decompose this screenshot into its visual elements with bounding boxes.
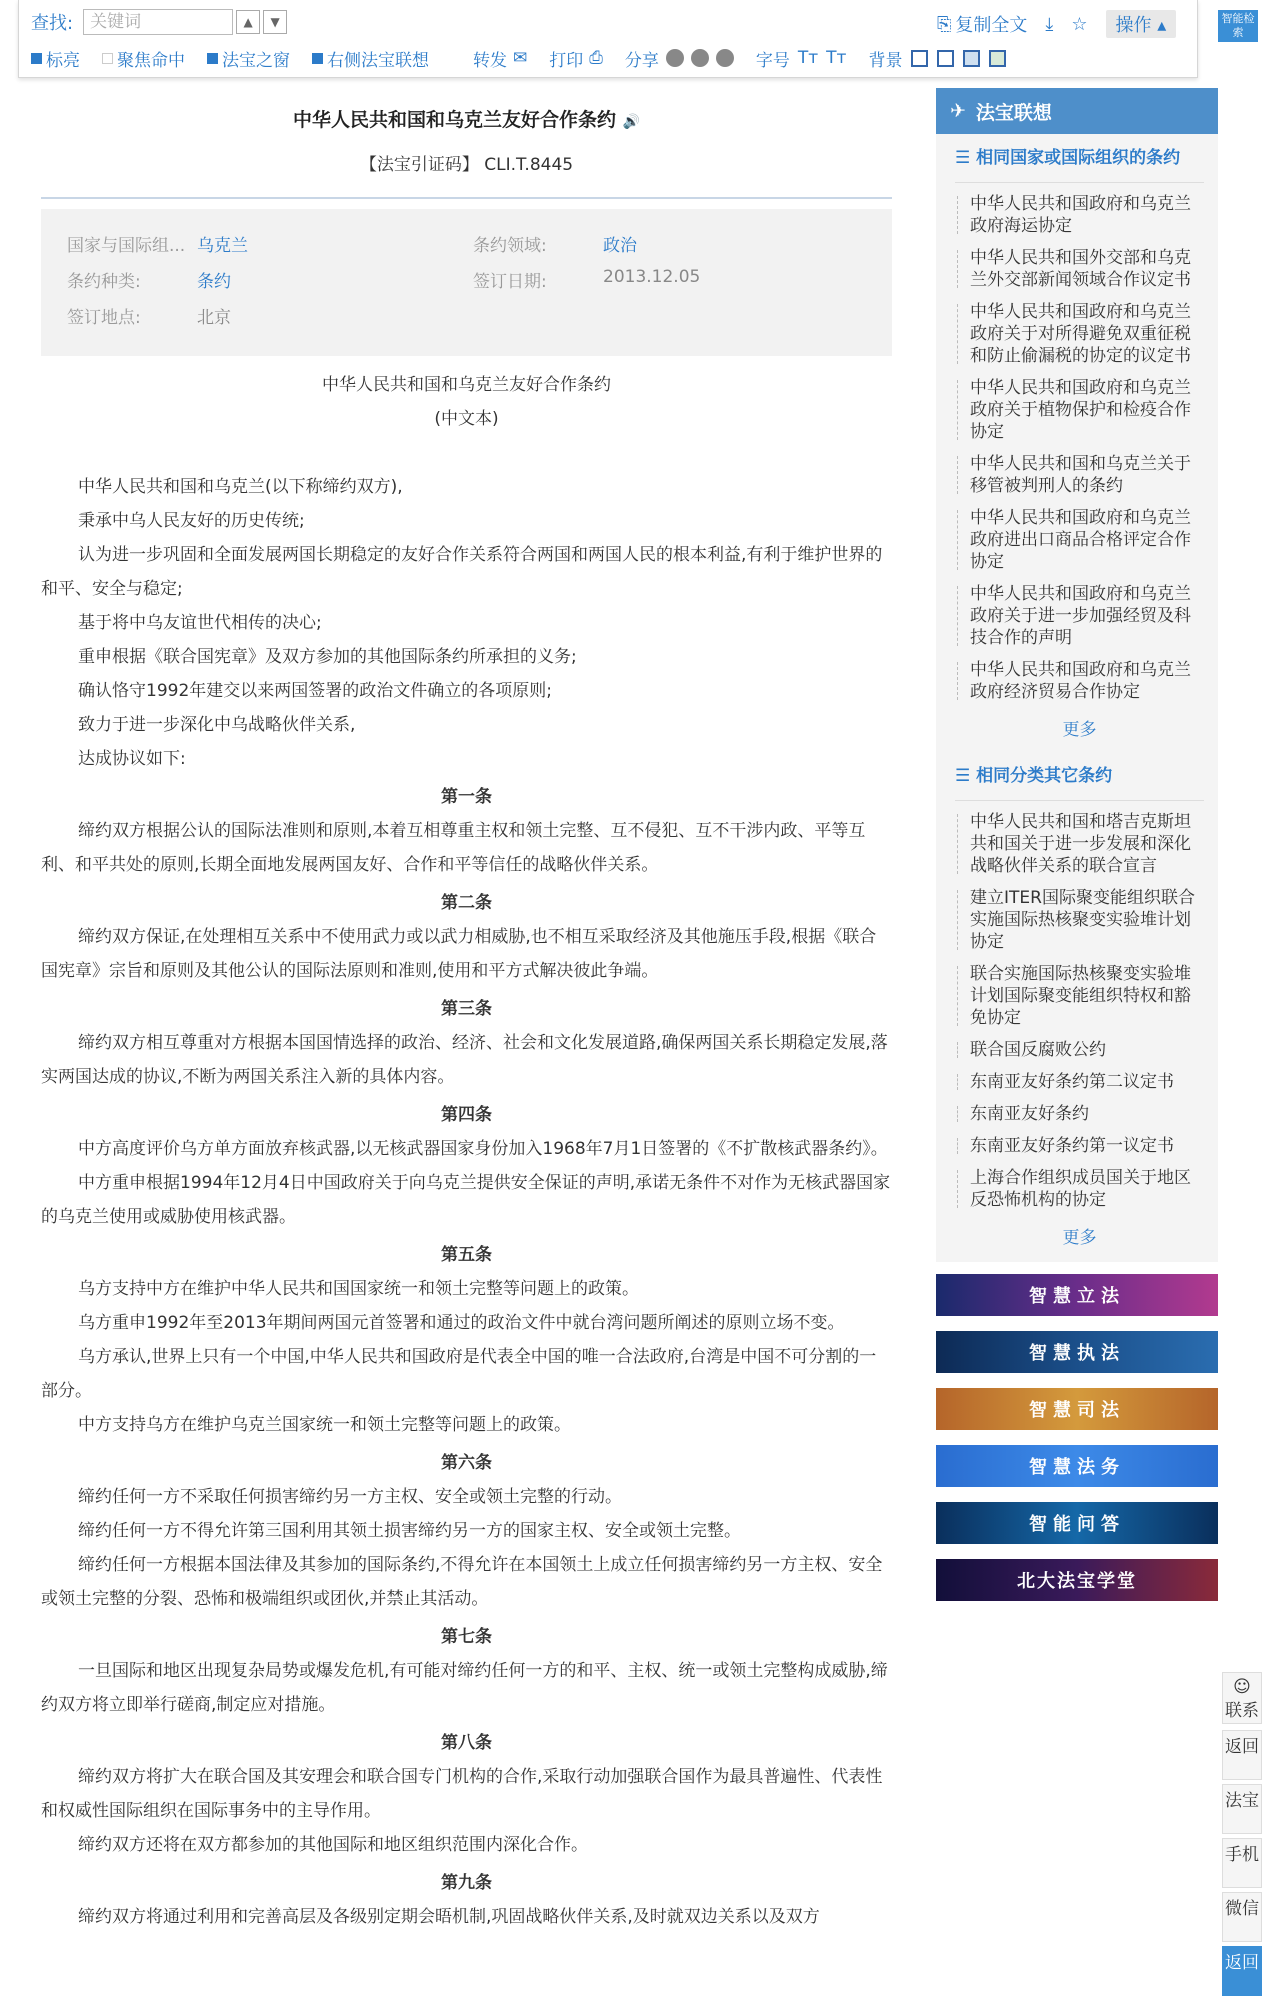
related-item[interactable]: 东南亚友好条约第二议定书 [955, 1071, 1204, 1093]
related-item[interactable]: 中华人民共和国政府和乌克兰政府经济贸易合作协定 [955, 659, 1204, 703]
checkbox-icon[interactable] [207, 53, 218, 64]
article-heading: 第八条 [441, 1733, 492, 1753]
forward-label: 转发 [473, 50, 507, 71]
printer-icon: ⎙ [589, 48, 603, 68]
toggle-label: 标亮 [46, 50, 80, 71]
meta-label: 签订地点: [67, 308, 141, 328]
background-label: 背景 [868, 50, 903, 71]
preamble-paragraph: 致力于进一步深化中乌战略伙伴关系, [78, 715, 356, 735]
meta-label: 签订日期: [473, 272, 547, 292]
related-item[interactable]: 建立ITER国际聚变能组织联合实施国际热核聚变实验堆计划协定 [955, 887, 1204, 953]
cite-value: CLI.T.8445 [484, 155, 574, 175]
preamble-paragraph: 认为进一步巩固和全面发展两国长期稳定的友好合作关系符合两国和两国人民的根本利益,有利于维护世界的和平、安全与稳定; [41, 545, 883, 599]
related-item[interactable]: 联合国反腐败公约 [955, 1039, 1204, 1061]
qq-icon[interactable] [716, 49, 734, 67]
article-paragraph: 缔约任何一方不得允许第三国利用其领土损害缔约另一方的国家主权、安全或领土完整。 [78, 1521, 741, 1541]
banner-smart-qa[interactable]: 智能问答 [936, 1502, 1218, 1544]
cite-label: 【法宝引证码】 [359, 155, 479, 175]
section-title [955, 146, 1204, 183]
wechat-icon[interactable] [666, 49, 684, 67]
checkbox-icon[interactable] [102, 53, 113, 64]
mail-icon: ✉ [513, 48, 528, 68]
chevron-down-icon[interactable]: ▼ [263, 10, 287, 34]
forward-button[interactable] [473, 46, 527, 71]
find-label: 查找: [31, 13, 74, 34]
bg-swatch-blue[interactable] [963, 50, 980, 67]
meta-value-country[interactable]: 乌克兰 [197, 236, 248, 256]
related-item[interactable]: 中华人民共和国外交部和乌克兰外交部新闻领域合作议定书 [955, 247, 1204, 291]
meta-box [41, 209, 892, 356]
document-body [41, 368, 892, 1934]
back-to-top-button[interactable]: 返回 [1222, 1946, 1262, 1996]
back-button[interactable]: 返回 [1222, 1730, 1262, 1780]
font-size-control[interactable] [756, 46, 847, 71]
meta-label: 条约种类: [67, 272, 141, 292]
article-paragraph: 缔约双方将扩大在联合国及其安理会和联合国专门机构的合作,采取行动加强联合国作为最具普遍性、代表性和权威性国际组织在国际事务中的主导作用。 [41, 1767, 883, 1821]
article-paragraph: 缔约双方还将在双方都参加的其他国际和地区组织范围内深化合作。 [78, 1835, 588, 1855]
search-row [31, 8, 287, 36]
preamble-paragraph: 基于将中乌友谊世代相传的决心; [78, 613, 322, 633]
document [41, 95, 892, 1934]
related-list [955, 811, 1204, 1211]
fabao-button[interactable]: 法宝 [1222, 1784, 1262, 1834]
meta-label: 条约领域: [473, 236, 547, 256]
bookmark-icon: ✈ [950, 100, 966, 122]
related-list [955, 193, 1204, 703]
article-heading: 第九条 [441, 1873, 492, 1893]
copy-all-button[interactable]: 复制全文 [955, 15, 1028, 36]
list-icon: ☰ [955, 766, 977, 786]
preamble-paragraph: 达成协议如下: [78, 749, 186, 769]
toggle-label: 聚焦命中 [117, 50, 185, 71]
article-heading: 第三条 [441, 999, 492, 1019]
related-item[interactable]: 中华人民共和国政府和乌克兰政府海运协定 [955, 193, 1204, 237]
banner-smart-judiciary[interactable]: 智慧司法 [936, 1388, 1218, 1430]
article-paragraph: 中方支持乌方在维护乌克兰国家统一和领土完整等问题上的政策。 [78, 1415, 571, 1435]
side-header-label: 法宝联想 [975, 101, 1052, 124]
related-item[interactable]: 中华人民共和国政府和乌克兰政府进出口商品合格评定合作协定 [955, 507, 1204, 573]
article-heading: 第二条 [441, 893, 492, 913]
related-item[interactable]: 中华人民共和国政府和乌克兰政府关于对所得避免双重征税和防止偷漏税的协定的议定书 [955, 301, 1204, 367]
article-heading: 第六条 [441, 1453, 492, 1473]
option-row [31, 44, 1028, 72]
speaker-icon[interactable]: 🔊 [622, 114, 641, 130]
meta-value-place: 北京 [197, 308, 231, 328]
headset-icon: ☺ [1233, 1677, 1251, 1697]
print-label: 打印 [549, 50, 584, 71]
toggle-window[interactable] [207, 46, 290, 71]
article-paragraph: 中方高度评价乌方单方面放弃核武器,以无核武器国家身份加入1968年7月1日签署的《不扩散核武器条约》。 [78, 1139, 888, 1159]
section-title [955, 764, 1204, 801]
font-decrease-icon[interactable]: Tт [826, 48, 847, 68]
article-heading: 第七条 [441, 1627, 492, 1647]
toggle-highlight[interactable] [31, 46, 80, 71]
related-item[interactable]: 联合实施国际热核聚变实验堆计划国际聚变能组织特权和豁免协定 [955, 963, 1204, 1029]
font-size-label: 字号 [755, 50, 790, 71]
operate-label: 操作 [1115, 15, 1152, 36]
section-label[interactable]: 相同分类其它条约 [976, 766, 1113, 786]
related-item[interactable]: 中华人民共和国政府和乌克兰政府关于进一步加强经贸及科技合作的声明 [955, 583, 1204, 649]
article-heading: 第一条 [441, 787, 492, 807]
bg-swatch-gray[interactable] [937, 50, 954, 67]
preamble-paragraph: 中华人民共和国和乌克兰(以下称缔约双方), [78, 477, 403, 497]
related-box [936, 134, 1218, 1262]
toggle-label: 右侧法宝联想 [327, 50, 429, 71]
toolbar [18, 0, 1198, 78]
meta-value-field[interactable]: 政治 [603, 236, 637, 256]
article-paragraph: 乌方支持中方在维护中华人民共和国国家统一和领土完整等问题上的政策。 [78, 1279, 639, 1299]
download-icon[interactable]: ⤓ [1045, 13, 1054, 35]
copy-icon: ⎘ [937, 13, 952, 35]
share-button[interactable] [625, 46, 734, 71]
preamble-paragraph: 秉承中乌人民友好的历史传统; [78, 511, 305, 531]
page-title [41, 105, 892, 132]
chevron-up-icon[interactable]: ▲ [236, 10, 260, 34]
related-item[interactable]: 东南亚友好条约 [955, 1103, 1204, 1125]
search-input[interactable]: 关键词 [83, 9, 233, 35]
related-item[interactable]: 中华人民共和国和乌克兰关于移管被判刑人的条约 [955, 453, 1204, 497]
banner-pku-academy[interactable]: 北大法宝学堂 [936, 1559, 1218, 1601]
weibo-icon[interactable] [691, 49, 709, 67]
article-heading: 第五条 [441, 1245, 492, 1265]
section-label[interactable]: 相同国家或国际组织的条约 [976, 148, 1181, 168]
meta-value-type[interactable]: 条约 [197, 272, 231, 292]
cite-code [41, 150, 892, 175]
side-header [936, 88, 1218, 134]
article-paragraph: 中方重申根据1994年12月4日中国政府关于向乌克兰提供安全保证的声明,承诺无条件不对作为无核武器国家的乌克兰使用或威胁使用核武器。 [41, 1173, 891, 1227]
article-paragraph: 缔约双方根据公认的国际法准则和原则,本着互相尊重主权和领土完整、互不侵犯、互不干涉内政、平等互利、和平共处的原则,长期全面地发展两国友好、合作和平等信任的战略伙伴关系。 [41, 821, 866, 875]
divider [41, 197, 892, 199]
banner-smart-enforcement[interactable]: 智慧执法 [936, 1331, 1218, 1373]
related-item[interactable]: 东南亚友好条约第一议定书 [955, 1135, 1204, 1157]
preamble-paragraph: 重申根据《联合国宪章》及双方参加的其他国际条约所承担的义务; [78, 647, 577, 667]
article-paragraph: 缔约双方相互尊重对方根据本国国情选择的政治、经济、社会和文化发展道路,确保两国关系长期稳定发展,落实两国达成的协议,不断为两国关系注入新的具体内容。 [41, 1033, 888, 1087]
article-paragraph: 缔约双方保证,在处理相互关系中不使用武力或以武力相威胁,也不相互采取经济及其他施压手段,根据《联合国宪章》宗旨和原则及其他公认的国际法原则和准则,使用和平方式解决彼此争端。 [41, 927, 877, 981]
wechat-button[interactable]: 微信 [1222, 1892, 1262, 1942]
side-panel [936, 88, 1218, 1601]
checkbox-icon[interactable] [31, 53, 42, 64]
article-paragraph: 缔约任何一方根据本国法律及其参加的国际条约,不得允许在本国领土上成立任何损害缔约另一方主权、安全或领土完整的分裂、恐怖和极端组织或团伙,并禁止其活动。 [41, 1555, 883, 1609]
banner-smart-legislation[interactable]: 智慧立法 [936, 1274, 1218, 1316]
article-paragraph: 乌方重申1992年至2013年期间两国元首签署和通过的政治文件中就台湾问题所阐述的原则立场不变。 [78, 1313, 845, 1333]
star-icon[interactable]: ☆ [1071, 13, 1088, 35]
article-paragraph: 缔约双方将通过利用和完善高层及各级别定期会晤机制,巩固战略伙伴关系,及时就双边关系以及双方 [78, 1907, 820, 1927]
spacer [41, 436, 892, 470]
toggle-label: 法宝之窗 [222, 50, 290, 71]
checkbox-icon[interactable] [312, 53, 323, 64]
bg-swatch-white[interactable] [911, 50, 928, 67]
more-link[interactable]: 更多 [1062, 720, 1097, 740]
list-icon: ☰ [955, 148, 977, 168]
meta-label: 国家与国际组... [67, 236, 186, 256]
related-item[interactable]: 中华人民共和国和塔吉克斯坦共和国关于进一步发展和深化战略伙伴关系的联合宣言 [955, 811, 1204, 877]
article-paragraph: 一旦国际和地区出现复杂局势或爆发危机,有可能对缔约任何一方的和平、主权、统一或领土完整构成威胁,缔约双方将立即举行磋商,制定应对措施。 [41, 1661, 888, 1715]
smart-search-button[interactable]: 智能检索 [1218, 10, 1258, 42]
body-title: 中华人民共和国和乌克兰友好合作条约 [322, 375, 611, 395]
article-paragraph: 缔约任何一方不采取任何损害缔约另一方主权、安全或领土完整的行动。 [78, 1487, 622, 1507]
background-control [868, 46, 1006, 71]
bg-swatch-green[interactable] [989, 50, 1006, 67]
related-item[interactable]: 上海合作组织成员国关于地区反恐怖机构的协定 [955, 1167, 1204, 1211]
article-heading: 第四条 [441, 1105, 492, 1125]
title-text: 中华人民共和国和乌克兰友好合作条约 [292, 109, 616, 131]
toggle-side-panel[interactable] [312, 46, 429, 71]
meta-value-date: 2013.12.05 [603, 267, 701, 287]
doc-actions [937, 10, 1176, 38]
font-increase-icon[interactable]: Tт [797, 48, 819, 68]
related-item[interactable]: 中华人民共和国政府和乌克兰政府关于植物保护和检疫合作协定 [955, 377, 1204, 443]
banner-smart-legal-affairs[interactable]: 智慧法务 [936, 1445, 1218, 1487]
contact-label: 联系 [1225, 1701, 1259, 1721]
print-button[interactable] [549, 46, 603, 71]
body-subtitle: (中文本) [434, 409, 499, 429]
operate-button[interactable]: 操作 ▴ [1106, 10, 1177, 38]
toggle-focus[interactable] [102, 46, 185, 71]
mobile-button[interactable]: 手机 [1222, 1838, 1262, 1888]
contact-button[interactable] [1222, 1672, 1262, 1724]
preamble-paragraph: 确认恪守1992年建交以来两国签署的政治文件确立的各项原则; [78, 681, 552, 701]
article-paragraph: 乌方承认,世界上只有一个中国,中华人民共和国政府是代表全中国的唯一合法政府,台湾是中国不可分割的一部分。 [41, 1347, 877, 1401]
more-link[interactable]: 更多 [1062, 1228, 1097, 1248]
share-label: 分享 [624, 50, 659, 71]
